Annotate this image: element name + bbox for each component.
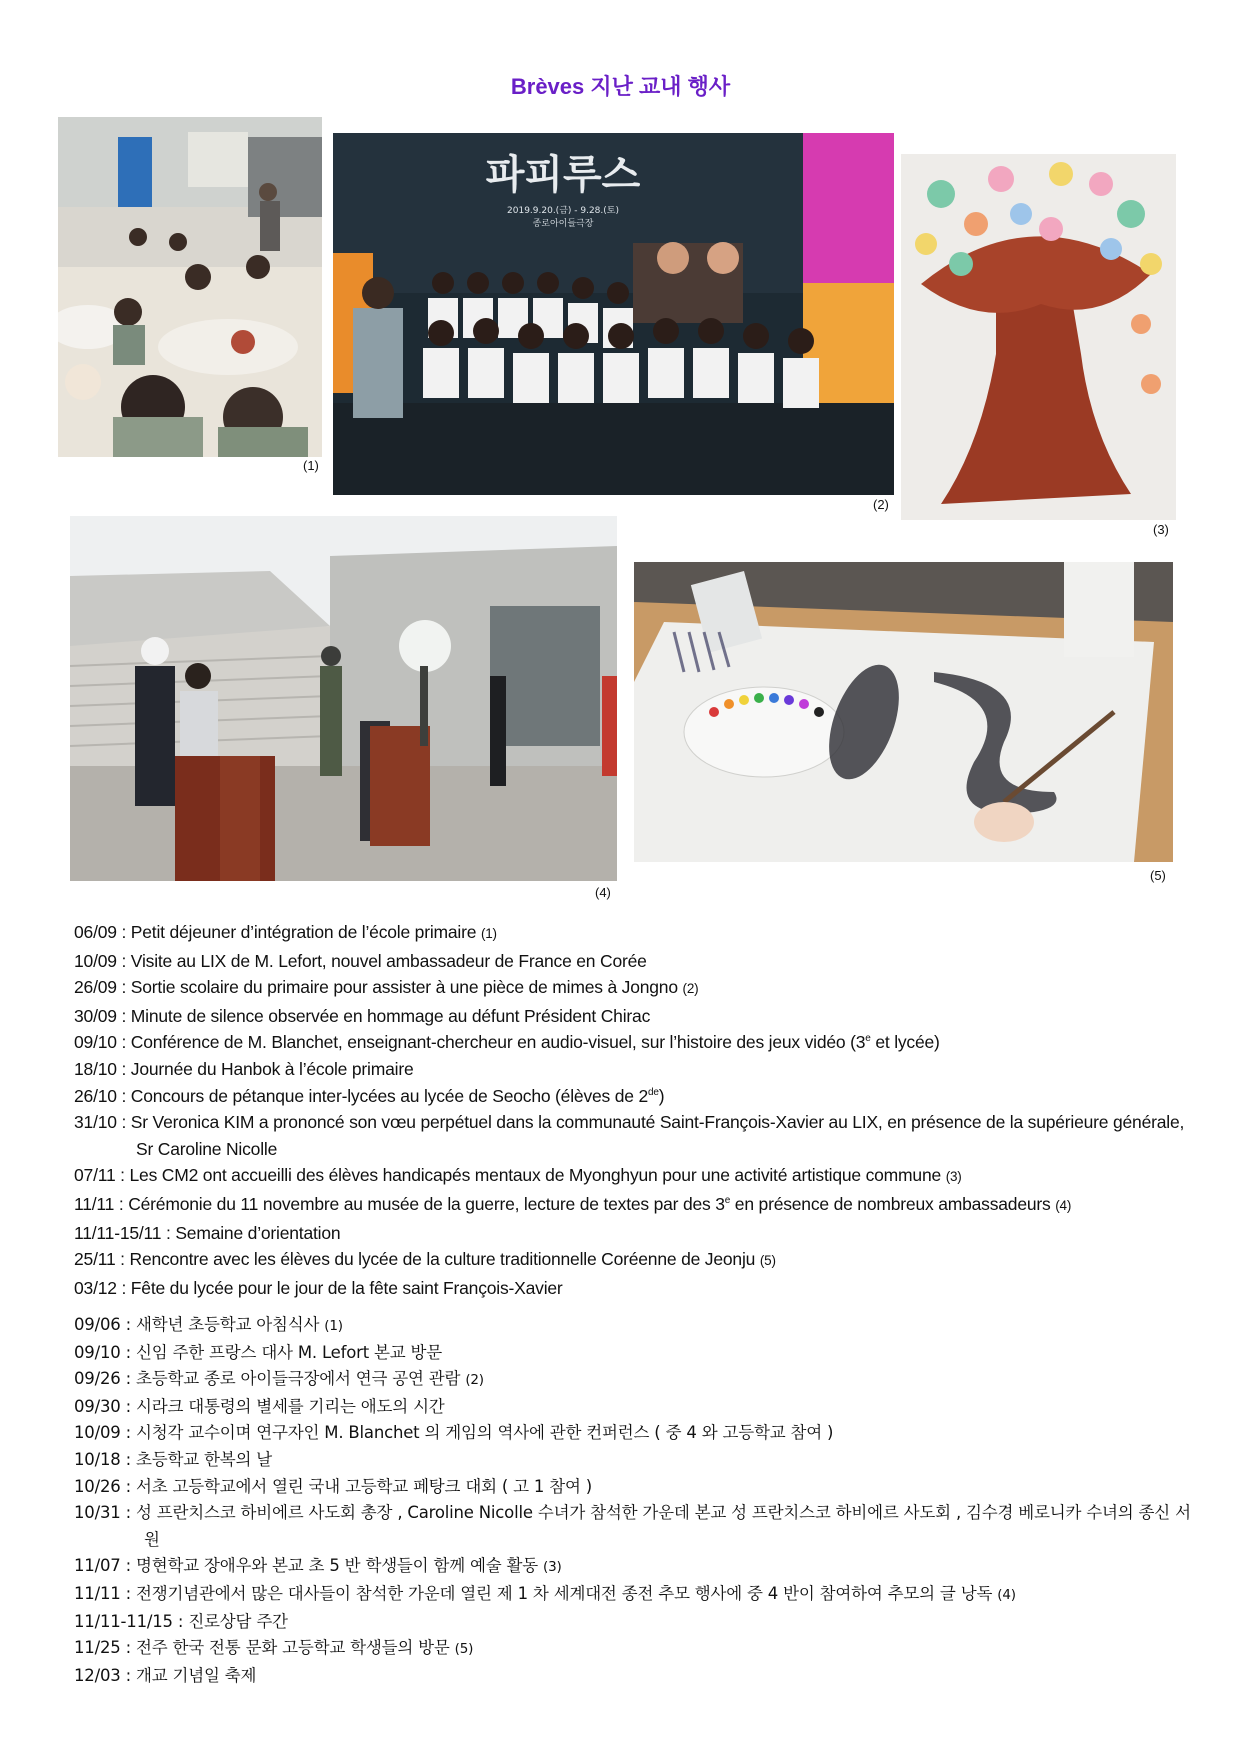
event-text: Petit déjeuner d’intégration de l’école primaire (130, 922, 477, 942)
event-text: 진로상담 주간 (188, 1611, 288, 1631)
event-text: 전주 한국 전통 문화 고등학교 학생들의 방문 (136, 1638, 450, 1658)
event-date: 11/11-15/11 (74, 1222, 162, 1243)
event-text: Sr Veronica KIM a prononcé son vœu perpétuel dans la communauté Saint-François-Xavier au LIX, en présence de la supérieure générale, Sr Caroline Nicolle (130, 1112, 1185, 1159)
photo-memorial-ceremony (70, 516, 617, 881)
event-date: 06/09 (74, 922, 117, 942)
event-photo-ref: (1) (324, 1318, 343, 1334)
photo-caption-3: (3) (1153, 522, 1169, 537)
event-item: 07/11 : Les CM2 ont accueilli des élèves handicapés mentaux de Myonghyun pour une activité artistique commune (3) (74, 1165, 962, 1186)
event-text: Semaine d’orientation (175, 1222, 341, 1243)
event-photo-ref: (4) (997, 1586, 1016, 1603)
event-text: 개교 기념일 축제 (136, 1665, 257, 1685)
event-date: 30/09 (74, 1005, 117, 1026)
photo-ink-painting (634, 562, 1173, 862)
poster-dates: 2019.9.20.(금) - 9.28.(토) (507, 206, 619, 216)
event-item: 09/26 : 초등학교 종로 아이들극장에서 연극 공연 관람 (2) (74, 1369, 484, 1389)
event-text-tail: en présence de nombreux ambassadeurs (730, 1193, 1051, 1214)
event-photo-ref: (3) (945, 1169, 962, 1185)
event-text: Sortie scolaire du primaire pour assister à une pièce de mimes à Jongno (130, 977, 678, 998)
event-text: Concours de pétanque inter-lycées au lycée de Seocho (élèves de 2 (130, 1085, 648, 1106)
event-date: 31/10 (74, 1112, 117, 1133)
event-superscript: e (724, 1195, 731, 1207)
event-item: 09/10 : Conférence de M. Blanchet, enseignant-chercheur en audio-visuel, sur l’histoire des jeux vidéo (3e et lycée) (74, 1032, 940, 1053)
event-item: 10/31 : 성 프란치스코 하비에르 사도회 총장 , Caroline Nicolle 수녀가 참석한 가운데 본교 성 프란치스코 하비에르 사도회 , 김수경 베로니카 수녀의 종신 서원 (74, 1503, 1191, 1549)
event-date: 09/10 (74, 1032, 117, 1053)
event-text: 시라크 대통령의 별세를 기리는 애도의 시간 (136, 1396, 445, 1416)
event-photo-ref: (5) (759, 1253, 776, 1269)
event-item: 09/30 : 시라크 대통령의 별세를 기리는 애도의 시간 (74, 1396, 445, 1416)
event-text: 명현학교 장애우와 본교 초 5 반 학생들이 함께 예술 활동 (136, 1556, 538, 1576)
photo-caption-2: (2) (873, 497, 889, 512)
photo-handprint-tree (901, 154, 1176, 520)
event-item: 11/11-11/15 : 진로상담 주간 (74, 1611, 288, 1631)
event-date: 10/09 (74, 1423, 121, 1443)
event-item: 11/11 : Cérémonie du 11 novembre au musée de la guerre, lecture de textes par des 3e en présence de nombreux ambassadeurs (4) (74, 1193, 1072, 1214)
event-text: Minute de silence observée en hommage au défunt Président Chirac (130, 1005, 651, 1026)
event-item: 06/09 : Petit déjeuner d’intégration de l’école primaire (1) (74, 922, 497, 942)
event-date: 12/03 (74, 1665, 121, 1685)
event-date: 10/26 (74, 1476, 121, 1496)
event-date: 26/09 (74, 977, 117, 998)
event-date: 26/10 (74, 1085, 117, 1106)
event-date: 11/11-11/15 (74, 1611, 173, 1631)
event-text: Cérémonie du 11 novembre au musée de la guerre, lecture de textes par des 3 (128, 1193, 725, 1214)
event-date: 11/11 (74, 1193, 115, 1214)
event-superscript: e (865, 1033, 871, 1045)
event-date: 09/26 (74, 1369, 121, 1389)
event-item: 12/03 : 개교 기념일 축제 (74, 1665, 257, 1685)
events-list-korean (74, 1312, 1194, 1689)
event-date: 11/11 (74, 1583, 121, 1603)
event-photo-ref: (4) (1055, 1197, 1072, 1213)
event-text: 성 프란치스코 하비에르 사도회 총장 , Caroline Nicolle 수녀가 참석한 가운데 본교 성 프란치스코 하비에르 사도회 , 김수경 베로니카 수녀의 종신 서원 (136, 1503, 1191, 1549)
event-item: 11/11 : 전쟁기념관에서 많은 대사들이 참석한 가운데 열린 제 1 차 세계대전 종전 추모 행사에 중 4 반이 참여하여 추모의 글 낭독 (4) (74, 1583, 1016, 1603)
event-item: 30/09 : Minute de silence observée en hommage au défunt Président Chirac (74, 1005, 651, 1026)
photo-school-lunch (58, 117, 322, 457)
event-item: 11/25 : 전주 한국 전통 문화 고등학교 학생들의 방문 (5) (74, 1638, 474, 1658)
event-text: Rencontre avec les élèves du lycée de la culture traditionnelle Coréenne de Jeonju (129, 1249, 756, 1270)
poster-title: 파피루스 (485, 152, 641, 198)
poster-venue: 종로아이들극장 (532, 219, 594, 229)
event-item: 10/09 : 시청각 교수이며 연구자인 M. Blanchet 의 게임의 역사에 관한 컨퍼런스 ( 중 4 와 고등학교 참여 ) (74, 1423, 834, 1443)
event-date: 09/30 (74, 1396, 121, 1416)
event-item: 09/10 : 신임 주한 프랑스 대사 M. Lefort 본교 방문 (74, 1342, 443, 1362)
event-item: 26/10 : Concours de pétanque inter-lycées au lycée de Seocho (élèves de 2de) (74, 1085, 665, 1106)
page-title: Brèves 지난 교내 행사 (510, 74, 731, 99)
event-text: Fête du lycée pour le jour de la fête saint François-Xavier (130, 1277, 563, 1298)
event-item: 11/11-15/11 : Semaine d’orientation (74, 1222, 341, 1243)
event-photo-ref: (2) (465, 1372, 484, 1389)
event-item: 10/26 : 서초 고등학교에서 열린 국내 고등학교 페탕크 대회 ( 고 1 참여 ) (74, 1476, 593, 1496)
event-date: 11/25 (74, 1638, 121, 1658)
event-text: Conférence de M. Blanchet, enseignant-chercheur en audio-visuel, sur l’histoire des jeux vidéo (3 (130, 1032, 866, 1053)
event-date: 10/18 (74, 1449, 121, 1469)
event-item: 31/10 : Sr Veronica KIM a prononcé son vœu perpétuel dans la communauté Saint-François-Xavier au LIX, en présence de la supérieure générale, Sr Caroline Nicolle (74, 1112, 1185, 1159)
event-text: 초등학교 종로 아이들극장에서 연극 공연 관람 (136, 1369, 461, 1389)
event-item: 09/06 : 새학년 초등학교 아침식사 (1) (74, 1315, 343, 1334)
photo-caption-1: (1) (303, 458, 319, 473)
event-photo-ref: (1) (480, 926, 497, 941)
photo-theater-group (333, 133, 894, 495)
event-date: 18/10 (74, 1058, 117, 1079)
event-date: 11/07 (74, 1556, 121, 1576)
event-item: 03/12 : Fête du lycée pour le jour de la fête saint François-Xavier (74, 1277, 563, 1298)
event-date: 10/31 (74, 1503, 121, 1523)
events-list-french (74, 919, 1194, 1301)
event-text: Les CM2 ont accueilli des élèves handicapés mentaux de Myonghyun pour une activité artistique commune (129, 1165, 942, 1186)
event-superscript: de (648, 1086, 659, 1098)
event-text: 서초 고등학교에서 열린 국내 고등학교 페탕크 대회 ( 고 1 참여 ) (136, 1476, 593, 1496)
event-date: 09/06 (74, 1315, 121, 1334)
event-text: 신임 주한 프랑스 대사 M. Lefort 본교 방문 (136, 1342, 443, 1362)
event-date: 25/11 (74, 1249, 116, 1270)
event-item: 10/09 : Visite au LIX de M. Lefort, nouvel ambassadeur de France en Corée (74, 950, 647, 971)
event-item: 18/10 : Journée du Hanbok à l’école primaire (74, 1058, 414, 1079)
event-text: 시청각 교수이며 연구자인 M. Blanchet 의 게임의 역사에 관한 컨퍼런스 ( 중 4 와 고등학교 참여 ) (136, 1423, 834, 1443)
event-text: 초등학교 한복의 날 (136, 1449, 273, 1469)
event-text: Journée du Hanbok à l’école primaire (130, 1058, 414, 1079)
event-item: 26/09 : Sortie scolaire du primaire pour assister à une pièce de mimes à Jongno (2) (74, 977, 699, 998)
event-text: 전쟁기념관에서 많은 대사들이 참석한 가운데 열린 제 1 차 세계대전 종전 추모 행사에 중 4 반이 참여하여 추모의 글 낭독 (136, 1583, 993, 1603)
photo-caption-4: (4) (595, 885, 611, 900)
event-text: 새학년 초등학교 아침식사 (136, 1315, 320, 1334)
event-photo-ref: (3) (543, 1559, 562, 1576)
event-date: 09/10 (74, 1342, 121, 1362)
event-date: 07/11 (74, 1165, 116, 1186)
event-text: Visite au LIX de M. Lefort, nouvel ambassadeur de France en Corée (130, 950, 647, 971)
event-photo-ref: (5) (454, 1641, 474, 1658)
event-date: 10/09 (74, 950, 117, 971)
event-text-tail: et lycée) (870, 1032, 940, 1053)
event-photo-ref: (2) (682, 981, 699, 997)
event-item: 10/18 : 초등학교 한복의 날 (74, 1449, 273, 1469)
event-item: 25/11 : Rencontre avec les élèves du lycée de la culture traditionnelle Coréenne de Jeonju (5) (74, 1249, 776, 1270)
photo-caption-5: (5) (1150, 868, 1166, 883)
event-item: 11/07 : 명현학교 장애우와 본교 초 5 반 학생들이 함께 예술 활동 (3) (74, 1556, 562, 1576)
event-text-tail: ) (658, 1085, 665, 1106)
event-date: 03/12 (74, 1277, 117, 1298)
